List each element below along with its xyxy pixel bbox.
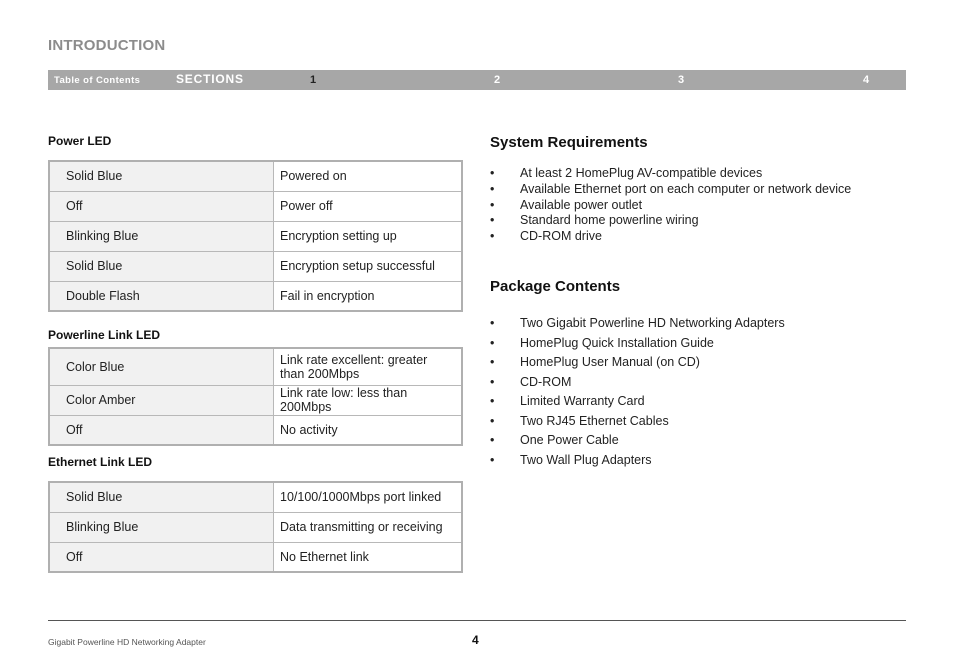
led-meaning: No activity bbox=[274, 415, 463, 445]
led-state: Off bbox=[49, 542, 274, 572]
led-meaning: Encryption setting up bbox=[274, 221, 463, 251]
led-state: Blinking Blue bbox=[49, 221, 274, 251]
led-state: Off bbox=[49, 415, 274, 445]
table-of-contents-link[interactable]: Table of Contents bbox=[54, 75, 141, 86]
ethernet-led-title: Ethernet Link LED bbox=[48, 455, 153, 469]
ethernet-led-table bbox=[48, 481, 463, 573]
list-item-text: HomePlug User Manual (on CD) bbox=[520, 355, 700, 369]
list-item-text: Available Ethernet port on each computer or network device bbox=[520, 181, 852, 196]
led-state: Double Flash bbox=[49, 281, 274, 311]
led-state: Solid Blue bbox=[49, 161, 274, 191]
led-meaning: Link rate low: less than 200Mbps bbox=[274, 385, 463, 415]
bullet-icon: • bbox=[490, 433, 495, 447]
list-item-text: One Power Cable bbox=[520, 433, 619, 447]
powerline-led-title: Powerline Link LED bbox=[48, 328, 161, 342]
list-item bbox=[490, 166, 851, 182]
list-item bbox=[490, 198, 851, 214]
list-item-text: Two Gigabit Powerline HD Networking Adapters bbox=[520, 316, 785, 330]
bullet-icon: • bbox=[490, 394, 495, 408]
powerline-led-table bbox=[48, 347, 463, 446]
footer-divider bbox=[48, 620, 906, 621]
section-heading: INTRODUCTION bbox=[48, 37, 166, 54]
sections-label: SECTIONS bbox=[176, 72, 244, 86]
led-state: Off bbox=[49, 191, 274, 221]
section-link-2[interactable]: 2 bbox=[494, 74, 501, 86]
led-state: Solid Blue bbox=[49, 251, 274, 281]
package-contents-heading: Package Contents bbox=[490, 278, 621, 295]
led-state: Color Blue bbox=[49, 348, 274, 385]
table-row bbox=[49, 348, 462, 385]
bullet-icon: • bbox=[490, 316, 495, 330]
system-requirements-list bbox=[490, 166, 851, 245]
led-meaning: Fail in encryption bbox=[274, 281, 463, 311]
system-requirements-heading: System Requirements bbox=[490, 134, 648, 151]
list-item bbox=[490, 182, 851, 198]
table-row bbox=[49, 385, 462, 415]
section-nav-bar bbox=[48, 70, 906, 90]
led-meaning: Data transmitting or receiving bbox=[274, 512, 463, 542]
list-item-text: Two RJ45 Ethernet Cables bbox=[520, 413, 669, 428]
list-item bbox=[490, 213, 851, 229]
list-item-text: Available power outlet bbox=[520, 197, 643, 212]
bullet-icon: • bbox=[490, 181, 495, 196]
table-row bbox=[49, 191, 462, 221]
list-item bbox=[490, 431, 785, 451]
bullet-icon: • bbox=[490, 213, 495, 228]
led-state: Solid Blue bbox=[49, 482, 274, 512]
led-meaning: Powered on bbox=[274, 161, 463, 191]
footer-product-name: Gigabit Powerline HD Networking Adapter bbox=[48, 637, 206, 647]
list-item-text: Standard home powerline wiring bbox=[520, 213, 699, 228]
section-link-4[interactable]: 4 bbox=[863, 74, 870, 86]
bullet-icon: • bbox=[490, 452, 495, 467]
list-item bbox=[490, 412, 785, 432]
bullet-icon: • bbox=[490, 229, 495, 244]
list-item-text: CD-ROM drive bbox=[520, 229, 602, 244]
table-row bbox=[49, 281, 462, 311]
bullet-icon: • bbox=[490, 355, 495, 369]
bullet-icon: • bbox=[490, 197, 495, 212]
led-state: Color Amber bbox=[49, 385, 274, 415]
power-led-title: Power LED bbox=[48, 134, 112, 148]
package-contents-list bbox=[490, 314, 785, 470]
led-meaning: No Ethernet link bbox=[274, 542, 463, 572]
table-row bbox=[49, 542, 462, 572]
section-link-1[interactable]: 1 bbox=[310, 74, 317, 86]
list-item-text: HomePlug Quick Installation Guide bbox=[520, 335, 714, 350]
list-item bbox=[490, 353, 785, 373]
bullet-icon: • bbox=[490, 413, 495, 428]
list-item bbox=[490, 314, 785, 334]
list-item bbox=[490, 392, 785, 412]
list-item bbox=[490, 451, 785, 471]
table-row bbox=[49, 512, 462, 542]
led-meaning: Encryption setup successful bbox=[274, 251, 463, 281]
table-row bbox=[49, 221, 462, 251]
list-item-text: Limited Warranty Card bbox=[520, 394, 645, 408]
list-item bbox=[490, 334, 785, 354]
section-link-3[interactable]: 3 bbox=[678, 74, 685, 86]
page-number: 4 bbox=[472, 633, 479, 647]
list-item-text: CD-ROM bbox=[520, 374, 572, 389]
led-meaning: Link rate excellent: greater than 200Mbps bbox=[274, 348, 463, 385]
led-meaning: Power off bbox=[274, 191, 463, 221]
list-item bbox=[490, 229, 851, 245]
led-state: Blinking Blue bbox=[49, 512, 274, 542]
list-item bbox=[490, 373, 785, 393]
led-meaning: 10/100/1000Mbps port linked bbox=[274, 482, 463, 512]
table-row bbox=[49, 415, 462, 445]
bullet-icon: • bbox=[490, 166, 495, 180]
list-item-text: Two Wall Plug Adapters bbox=[520, 452, 652, 467]
list-item-text: At least 2 HomePlug AV-compatible devices bbox=[520, 166, 763, 180]
power-led-table bbox=[48, 160, 463, 312]
bullet-icon: • bbox=[490, 335, 495, 350]
table-row bbox=[49, 482, 462, 512]
table-row bbox=[49, 251, 462, 281]
table-row bbox=[49, 161, 462, 191]
bullet-icon: • bbox=[490, 374, 495, 389]
